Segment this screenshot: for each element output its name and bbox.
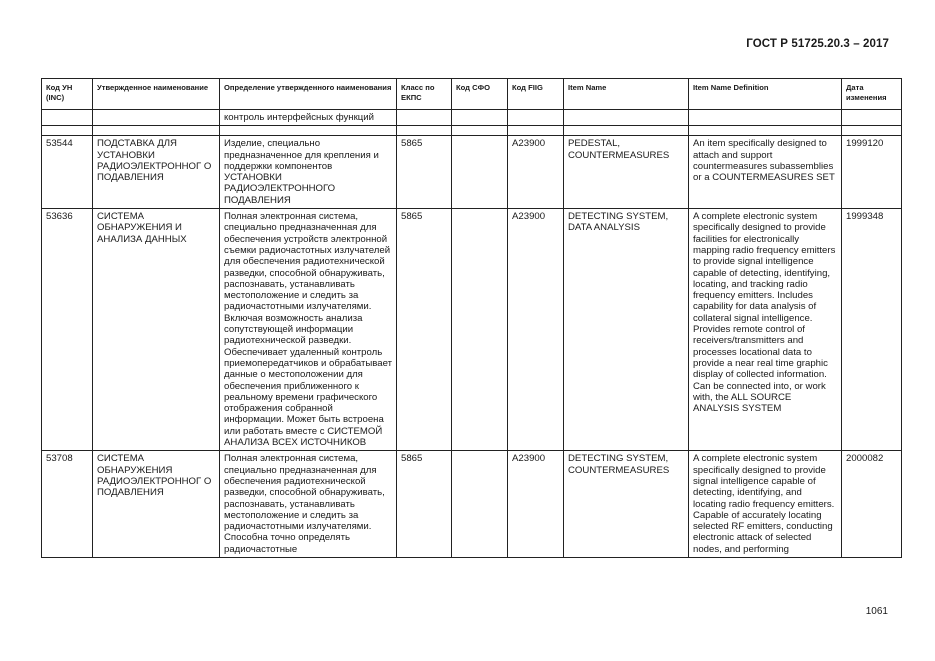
col-header-item-name: Item Name [564, 79, 689, 110]
spacer-row [42, 126, 902, 136]
document-title: ГОСТ Р 51725.20.3 – 2017 [746, 38, 889, 50]
header-row [42, 79, 902, 110]
col-header-item-definition: Item Name Definition [689, 79, 842, 110]
continuation-row [42, 110, 902, 126]
ekps-cell: 5865 [397, 451, 452, 558]
item-definition-cell: A complete electronic system specifically designed to provide signal intelligence capable of detecting, identifying, and locating radio frequency emitters. Capable of accurately locating selected RF emitters, conducting electronic attack of selected nodes, and performing [689, 451, 842, 558]
inc-cell: 53544 [42, 136, 93, 209]
fiig-cell: A23900 [508, 209, 564, 451]
name-ru-cell: СИСТЕМА ОБНАРУЖЕНИЯ РАДИОЭЛЕКТРОННОГ О ПОДАВЛЕНИЯ [93, 451, 220, 558]
fiig-cell: A23900 [508, 136, 564, 209]
item-definition-cell: An item specifically designed to attach and support countermeasures subassemblies or a COUNTERMEASURES SET [689, 136, 842, 209]
col-header-date: Дата изменения [842, 79, 902, 110]
item-name-cell: DETECTING SYSTEM, DATA ANALYSIS [564, 209, 689, 451]
inc-cell: 53636 [42, 209, 93, 451]
catalog-table [41, 78, 902, 558]
item-name-cell: DETECTING SYSTEM, COUNTERMEASURES [564, 451, 689, 558]
item-name-cell: PEDESTAL, COUNTERMEASURES [564, 136, 689, 209]
ekps-cell: 5865 [397, 209, 452, 451]
definition-ru-cell: Изделие, специально предназначенное для крепления и поддержки компонентов УСТАНОВКИ РАДИОЭЛЕКТРОННОГО ПОДАВЛЕНИЯ [220, 136, 397, 209]
date-cell: 2000082 [842, 451, 902, 558]
col-header-fiig: Код FIIG [508, 79, 564, 110]
continuation-text: контроль интерфейсных функций [220, 110, 397, 126]
col-header-ekps: Класс по ЕКПС [397, 79, 452, 110]
sfo-cell [452, 136, 508, 209]
table-row [42, 451, 902, 558]
definition-ru-cell: Полная электронная система, специально предназначенная для обеспечения радиотехнической разведки, способной обнаруживать, распознавать, устанавливать местоположение и следить за радиочастотными излучателями. Способна точно определять радиочастотные [220, 451, 397, 558]
col-header-inc: Код УН (INC) [42, 79, 93, 110]
name-ru-cell: СИСТЕМА ОБНАРУЖЕНИЯ И АНАЛИЗА ДАННЫХ [93, 209, 220, 451]
date-cell: 1999348 [842, 209, 902, 451]
table-row [42, 136, 902, 209]
date-cell: 1999120 [842, 136, 902, 209]
col-header-definition-ru: Определение утвержденного наименования [220, 79, 397, 110]
definition-ru-cell: Полная электронная система, специально предназначенная для обеспечения устройств электронной съемки радиочастотных излучателей для обеспечения радиотехнической разведки, способной обнаруживать, распознавать, устанавливать местоположение и следить за радиочастотными излучателями. Включая возможность анализа сопутствующей информации радиотехнической разведки. Обеспечивает удаленный контроль приемопередатчиков и обрабатывает данные о местоположении для обеспечения приближенного к реальному времени графического отображения собранной информации. Может быть встроена или работать вместе с СИСТЕМОЙ АНАЛИЗА ВСЕХ ИСТОЧНИКОВ [220, 209, 397, 451]
name-ru-cell: ПОДСТАВКА ДЛЯ УСТАНОВКИ РАДИОЭЛЕКТРОННОГ О ПОДАВЛЕНИЯ [93, 136, 220, 209]
fiig-cell: A23900 [508, 451, 564, 558]
ekps-cell: 5865 [397, 136, 452, 209]
item-definition-cell: A complete electronic system specifically designed to provide facilities for electronically mapping radio frequency emitters to provide signal intelligence capable of detecting, identifying, locating, and tracking radio frequency emitters. Includes capability for data analysis of collateral signal intelligence. Provides remote control of receivers/transmitters and processes locational data to provide a near real time graphic display of collected information. Can be connected into, or work with, the ALL SOURCE ANALYSIS SYSTEM [689, 209, 842, 451]
col-header-name-ru: Утвержденное наименование [93, 79, 220, 110]
sfo-cell [452, 209, 508, 451]
col-header-sfo: Код СФО [452, 79, 508, 110]
sfo-cell [452, 451, 508, 558]
inc-cell: 53708 [42, 451, 93, 558]
page-number: 1061 [865, 606, 888, 617]
table-row [42, 209, 902, 451]
